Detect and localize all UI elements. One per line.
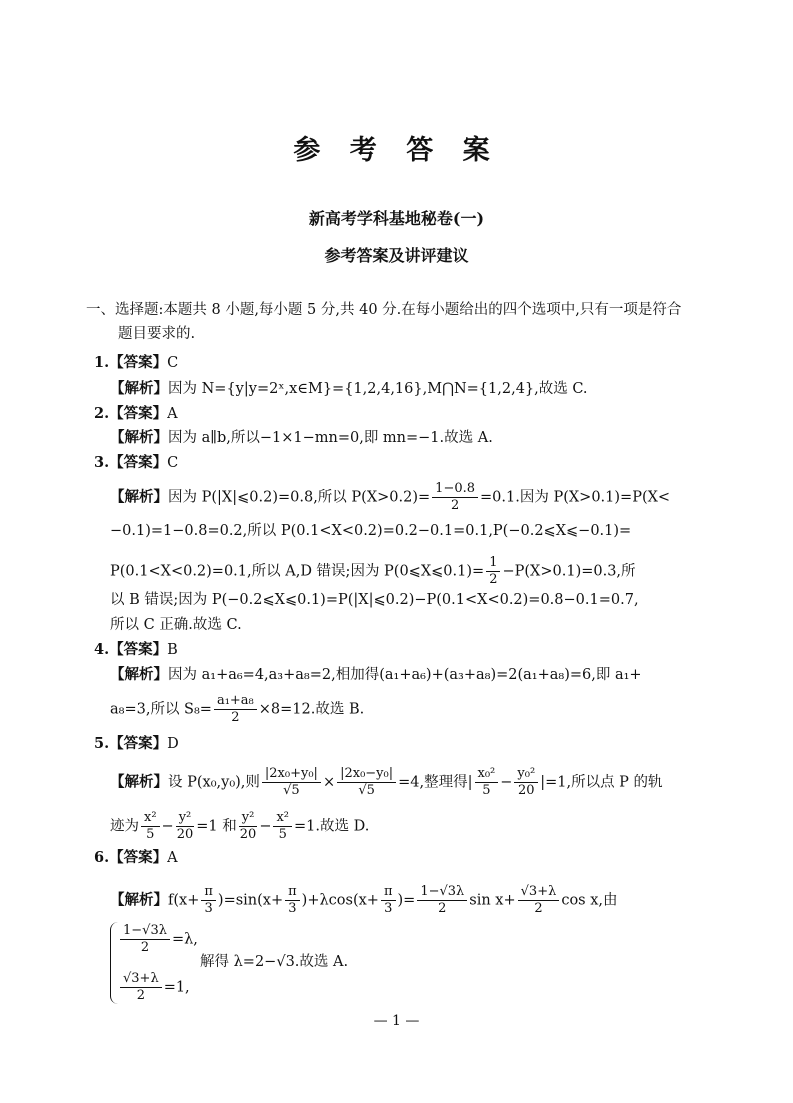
page-number: — 1 — [373,1013,420,1029]
section-title: 参考答案及讲评建议 [324,246,469,265]
analysis-text: cos x,由 [561,892,618,909]
analysis-label: 【解析】 [110,666,168,683]
fraction [285,884,300,917]
question-3-analysis-line-2: −0.1)=1−0.8=0.2,所以 P(0.1<X<0.2)=0.2−0.1=0.1,P(−0.2⩽X⩽−0.1)= [110,523,632,539]
fraction-denominator: 5 [482,783,491,798]
analysis-text: × [322,774,336,791]
fraction-denominator: 2 [534,901,543,916]
answer-label: 【答案】 [109,735,168,752]
fraction-denominator: √5 [283,783,300,798]
fraction-denominator: √5 [358,783,375,798]
fraction-denominator: 3 [384,901,393,916]
question-5-answer [94,734,179,754]
fraction-numerator: √3+λ [120,971,162,988]
question-number: 2. [94,405,110,422]
analysis-text: =1,所以点 P 的轨 [545,774,663,791]
fraction-numerator: |2x₀−y₀| [337,766,396,783]
question-number: 1. [94,354,110,371]
fraction-numerator: |2x₀+y₀| [262,766,321,783]
question-3-analysis-line-3 [110,555,636,588]
question-number: 6. [94,849,110,866]
question-6-answer [94,848,178,868]
fraction-numerator: 1−√3λ [417,884,467,901]
system-equation-2 [118,971,190,1004]
analysis-text: =1 和 [196,818,237,835]
fraction [337,766,396,799]
analysis-label: 【解析】 [110,488,168,506]
system-equation-1 [118,923,198,956]
fraction [475,766,499,799]
answer-label: 【答案】 [109,454,168,471]
answer-value: D [167,736,179,752]
question-5-analysis-line-1: 【解析】设 P(x₀,y₀),则 $\frac{\text{|2x₀+y₀|}}{√5}$ × $\frac{\text{|2x₀−y₀|}}{√5}$ =4,整理得| $\frac{\text{x₀²}}{5}$ − $\frac{\text{y₀²}}{20}$ |=1,所以点 P 的轨 [110,766,663,798]
equation-text: =1, [163,979,190,996]
analysis-text: )=sin(x+ [217,892,284,909]
fraction [381,884,396,917]
fraction-numerator: 1−0.8 [432,481,478,498]
question-3-analysis-line-4: 以 B 错误;因为 P(−0.2⩽X⩽0.1)=P(|X|⩽0.2)−P(0.1<X<0.2)=0.8−0.1=0.7, [110,592,639,608]
analysis-label: 【解析】 [110,380,168,397]
answer-value: C [167,455,179,471]
question-5-analysis-line-2: 迹为 $\frac{\text{x²}}{5}$ − $\frac{\text{y²}}{20}$ =1 和 $\frac{\text{y²}}{20}$ − $\frac{\text{x²}}{5}$ =1.故选 D. [110,810,370,842]
question-3-analysis-line-5: 所以 C 正确.故选 C. [110,617,242,633]
fraction-numerator: y² [176,810,195,827]
fraction [214,693,257,726]
fraction-numerator: y² [239,810,258,827]
answer-label: 【答案】 [109,641,168,658]
fraction-denominator: 20 [518,783,535,798]
fraction-numerator: 1−√3λ [120,923,170,940]
fraction-denominator: 2 [140,940,150,955]
fraction-numerator: a₁+a₈ [214,693,257,710]
analysis-text: P(0.1<X<0.2)=0.1,所以 A,D 错误;因为 P(0⩽X⩽0.1)= [110,563,485,580]
fraction [518,884,560,917]
fraction-denominator: 5 [146,827,155,842]
answer-label: 【答案】 [109,405,168,422]
analysis-text: 因为 a∥b,所以−1×1−mn=0,即 mn=−1.故选 A. [168,430,493,446]
answer-label: 【答案】 [109,849,168,866]
fraction-denominator: 2 [231,710,240,725]
fraction-numerator: x² [273,810,292,827]
fraction-denominator: 2 [438,901,447,916]
fraction-numerator: x² [141,810,160,827]
fraction-denominator: 5 [278,827,287,842]
fraction-denominator: 3 [288,901,297,916]
analysis-text: =1.故选 D. [294,818,370,835]
question-2-analysis [110,428,493,448]
question-3-answer [94,453,178,473]
fraction-numerator: π [201,884,216,901]
fraction [432,481,478,514]
analysis-text: 因为 P(|X|⩽0.2)=0.8,所以 P(X>0.2)= [168,489,431,506]
fraction [417,884,467,917]
fraction [120,971,162,1004]
fraction-numerator: 1 [486,555,500,572]
fraction [486,555,500,588]
fraction-denominator: 20 [176,827,194,842]
analysis-label: 【解析】 [110,429,168,446]
fraction [176,810,195,843]
analysis-text: =4,整理得 [398,774,468,791]
analysis-text: =0.1.因为 P(X>0.1)=P(X< [480,489,671,506]
page-title: 参 考 答 案 [293,135,500,166]
fraction-denominator: 20 [239,827,257,842]
system-solution: 解得 λ=2−√3.故选 A. [200,954,349,970]
exam-title: 新高考学科基地秘卷(一) [308,209,485,228]
question-number: 3. [94,454,110,471]
answer-value: A [167,850,178,866]
fraction-denominator: 3 [204,901,213,916]
answer-label: 【答案】 [109,354,168,371]
analysis-text: )= [397,892,416,909]
question-6-analysis-line-1 [110,884,618,917]
question-4-answer [94,640,178,660]
answer-value: B [167,642,178,658]
question-1-analysis [110,379,588,399]
fraction-denominator: 2 [450,498,460,513]
question-3-analysis-line-1 [110,481,670,514]
analysis-text: 因为 a₁+a₆=4,a₃+a₈=2,相加得(a₁+a₆)+(a₃+a₈)=2(a₁+a₈)=6,即 a₁+ [168,667,642,683]
fraction-numerator: x₀² [475,766,499,783]
fraction-numerator: π [381,884,396,901]
fraction [141,810,160,843]
analysis-text: 设 P(x₀,y₀),则 [168,774,260,791]
answer-value: C [167,355,179,371]
question-1-answer [94,353,178,373]
equation-text: =λ, [171,931,198,948]
analysis-label: 【解析】 [110,891,168,909]
fraction-numerator: y₀² [514,766,538,783]
fraction [514,766,538,799]
fraction [120,923,170,956]
analysis-text: ×8=12.故选 B. [258,701,365,718]
question-2-answer [94,404,178,424]
fraction-denominator: 2 [136,988,145,1003]
answer-value: A [167,406,178,422]
analysis-text: 因为 N={y|y=2ˣ,x∈M}={1,2,4,16},M⋂N={1,2,4},故选 C. [168,381,588,397]
analysis-text: sin x+ [469,892,516,909]
fraction [262,766,321,799]
fraction-numerator: √3+λ [518,884,560,901]
question-4-analysis-line-2 [110,693,364,726]
analysis-text: −P(X>0.1)=0.3,所 [502,563,636,580]
question-number: 4. [94,641,110,658]
fraction-numerator: π [285,884,300,901]
analysis-text: )+λcos(x+ [301,892,379,909]
analysis-text: a₈=3,所以 S₈= [110,701,212,718]
analysis-label: 【解析】 [110,773,168,791]
fraction [239,810,258,843]
fraction-denominator: 2 [489,572,498,587]
question-number: 5. [94,735,110,752]
section-heading: 一、选择题:本题共 8 小题,每小题 5 分,共 40 分.在每小题给出的四个选项中,只有一项是符合 [86,302,682,318]
analysis-text: f(x+ [168,892,200,909]
fraction [273,810,292,843]
section-heading-cont: 题目要求的. [118,326,196,342]
question-4-analysis-line-1 [110,665,642,685]
analysis-text: 迹为 [110,818,139,835]
fraction [201,884,216,917]
